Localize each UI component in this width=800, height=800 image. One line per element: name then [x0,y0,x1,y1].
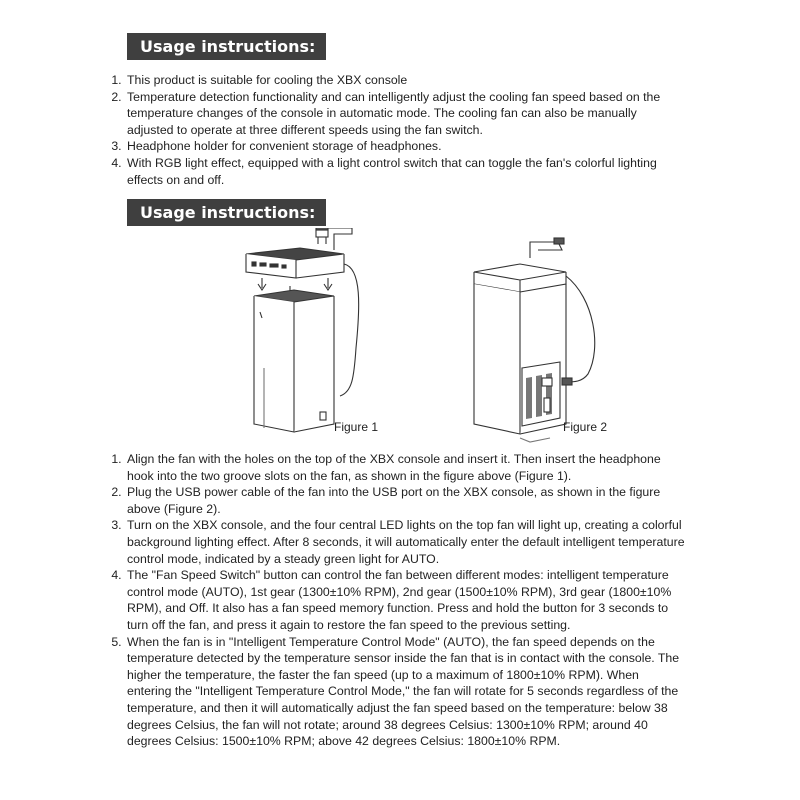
feature-list [108,72,685,188]
figure-1-illustration [236,228,392,440]
list-item: 1. This product is suitable for cooling the XBX console [125,72,685,89]
list-item: 4. With RGB light effect, equipped with a light control switch that can toggle the fan's colorful lighting effects on and off. [125,155,685,188]
figure-2-caption: Figure 2 [563,420,608,434]
figure-2-illustration [470,228,610,444]
figure-1-caption: Figure 1 [334,420,379,434]
list-item: 2. Plug the USB power cable of the fan into the USB port on the XBX console, as shown in the figure above (Figure 2). [125,484,685,517]
instructions-list [108,451,685,750]
list-item: 2. Temperature detection functionality and can intelligently adjust the cooling fan speed based on the temperature changes of the console in automatic mode. The cooling fan can also be manually adjusted to operate at three different speeds using the fan switch. [125,89,685,139]
list-item: 5. When the fan is in "Intelligent Temperature Control Mode" (AUTO), the fan speed depends on the temperature detected by the temperature sensor inside the fan that is in contact with the console. The higher the temperature, the faster the fan speed (up to a maximum of 1800±10% RPM). When entering the "Intelligent Temperature Control Mode," the fan will rotate for 5 seconds regardless of the temperature, and then it will automatically adjust the fan speed based on the temperature: below 38 degrees Celsius, the fan will not rotate; around 38 degrees Celsius: 1300±10% RPM; around 40 degrees Celsius: 1500±10% RPM; above 42 degrees Celsius: 1800±10% RPM. [125,634,685,750]
section-1-heading: Usage instructions: [127,33,326,60]
section-2-heading: Usage instructions: [127,199,326,226]
list-item: 1. Align the fan with the holes on the top of the XBX console and insert it. Then insert the headphone hook into the two groove slots on the fan, as shown in the figure above (Figure 1). [125,451,685,484]
list-item: 3. Headphone holder for convenient storage of headphones. [125,138,685,155]
list-item: 4. The "Fan Speed Switch" button can control the fan between different modes: intelligent temperature control mode (AUTO), 1st gear (1300±10% RPM), 2nd gear (1500±10% RPM), 3rd gear (1800±10% RPM), and Off. It also has a fan speed memory function. Press and hold the button for 3 seconds to turn off the fan, and press it again to restore the fan speed to the previous setting. [125,567,685,633]
list-item: 3. Turn on the XBX console, and the four central LED lights on the top fan will light up, creating a colorful background lighting effect. After 8 seconds, it will automatically enter the default intelligent temperature control mode, indicated by a steady green light for AUTO. [125,517,685,567]
